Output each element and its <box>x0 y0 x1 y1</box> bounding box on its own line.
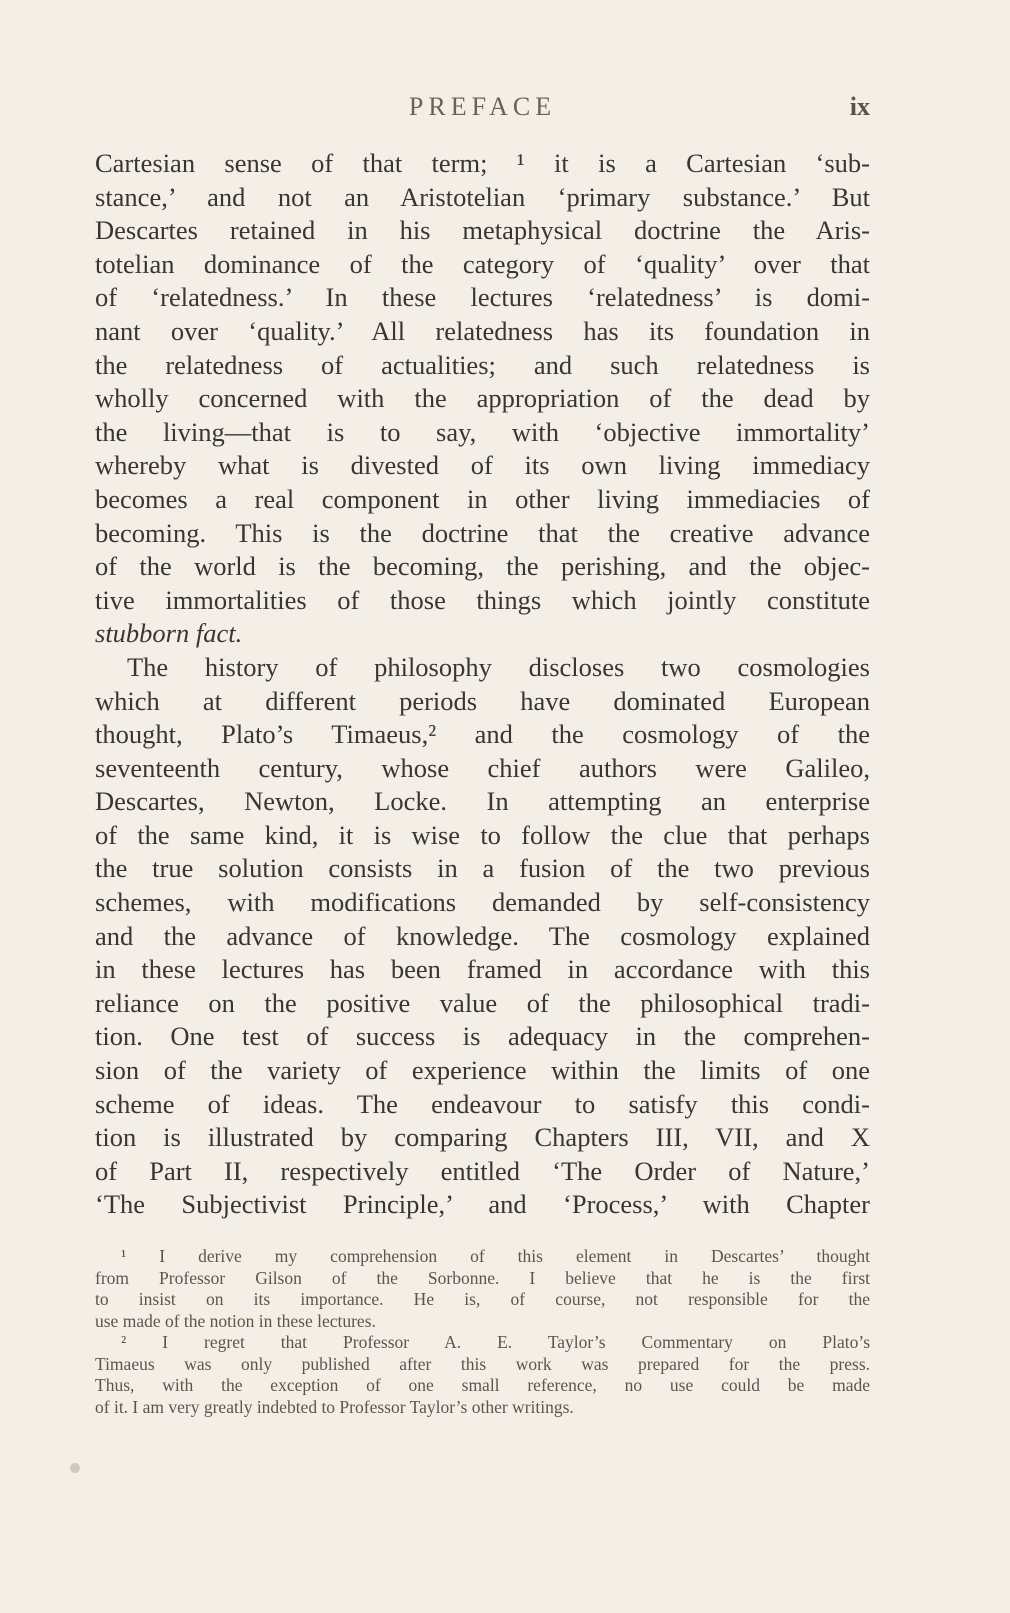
page-header <box>95 92 870 128</box>
footnote-line: from Professor Gilson of the Sorbonne. I believe that he is the first <box>95 1267 870 1288</box>
text-line: in these lectures has been framed in accordance with this <box>95 954 870 985</box>
text-line: nant over ‘quality.’ All relatedness has its foundation in <box>95 315 870 346</box>
footnote-line: ¹ I derive my comprehension of this element in Descartes’ thought <box>121 1246 870 1266</box>
paper-smudge <box>70 1463 80 1473</box>
text-line: the true solution consists in a fusion of the two previous <box>95 853 870 884</box>
text-line: becoming. This is the doctrine that the creative advance <box>95 517 870 548</box>
text-line: Cartesian sense of that term; ¹ it is a Cartesian ‘sub- <box>95 148 870 178</box>
text-line: tion. One test of success is adequacy in the comprehen- <box>95 1021 870 1052</box>
text-line: totelian dominance of the category of ‘quality’ over that <box>95 248 870 279</box>
text-line: The history of philosophy discloses two cosmologies <box>127 651 870 682</box>
footnote-line: Thus, with the exception of one small reference, no use could be made <box>95 1375 870 1395</box>
text-line: Descartes retained in his metaphysical doctrine the Aris- <box>95 215 870 246</box>
body-text <box>95 147 870 1222</box>
text-line: of Part II, respectively entitled ‘The Order of Nature,’ <box>95 1155 870 1186</box>
text-line: wholly concerned with the appropriation of the dead by <box>95 383 870 414</box>
text-line: schemes, with modifications demanded by self-consistency <box>95 887 870 918</box>
text-line: and the advance of knowledge. The cosmology explained <box>95 920 870 951</box>
text-line: becomes a real component in other living immediacies of <box>95 483 870 514</box>
footnote-line: ² I regret that Professor A. E. Taylor’s Commentary on Plato’s <box>121 1332 870 1352</box>
text-line: the living—that is to say, with ‘objective immortality’ <box>95 416 870 447</box>
text-line: tion is illustrated by comparing Chapters III, VII, and X <box>95 1122 870 1153</box>
text-line: scheme of ideas. The endeavour to satisfy this condi- <box>95 1088 870 1119</box>
paragraph-1 <box>95 147 870 651</box>
footnotes <box>95 1246 870 1418</box>
footnote-line: to insist on its importance. He is, of course, not responsible for the <box>95 1289 870 1309</box>
text-line: whereby what is divested of its own living immediacy <box>95 450 870 481</box>
footnote-line: use made of the notion in these lectures. <box>95 1310 376 1331</box>
footnote-line: of it. I am very greatly indebted to Professor Taylor’s other writings. <box>95 1396 574 1417</box>
text-line: seventeenth century, whose chief authors were Galileo, <box>95 752 870 783</box>
running-title: PREFACE <box>408 92 557 121</box>
text-line: thought, Plato’s Timaeus,² and the cosmology of the <box>95 719 870 750</box>
text-line: the relatedness of actualities; and such relatedness is <box>95 349 870 380</box>
text-line: of the same kind, it is wise to follow the clue that perhaps <box>95 819 870 850</box>
text-line: tive immortalities of those things which jointly constitute <box>95 584 870 615</box>
text-line-italic: stubborn fact. <box>95 618 243 649</box>
text-line: stance,’ and not an Aristotelian ‘primary substance.’ But <box>95 181 870 212</box>
text-line: sion of the variety of experience within the limits of one <box>95 1055 870 1086</box>
footnote-line: Timaeus was only published after this work was prepared for the press. <box>95 1353 870 1374</box>
text-line: reliance on the positive value of the philosophical tradi- <box>95 987 870 1018</box>
text-line: of the world is the becoming, the perishing, and the objec- <box>95 551 870 582</box>
footnote-2 <box>95 1332 870 1418</box>
text-line: which at different periods have dominated European <box>95 685 870 716</box>
text-line: Descartes, Newton, Locke. In attempting an enterprise <box>95 786 870 817</box>
text-line: of ‘relatedness.’ In these lectures ‘relatedness’ is domi- <box>95 282 870 313</box>
footnote-1 <box>95 1246 870 1332</box>
page-number: ix <box>849 92 870 121</box>
text-line: ‘The Subjectivist Principle,’ and ‘Process,’ with Chapter <box>95 1189 870 1220</box>
paragraph-2 <box>95 651 870 1222</box>
